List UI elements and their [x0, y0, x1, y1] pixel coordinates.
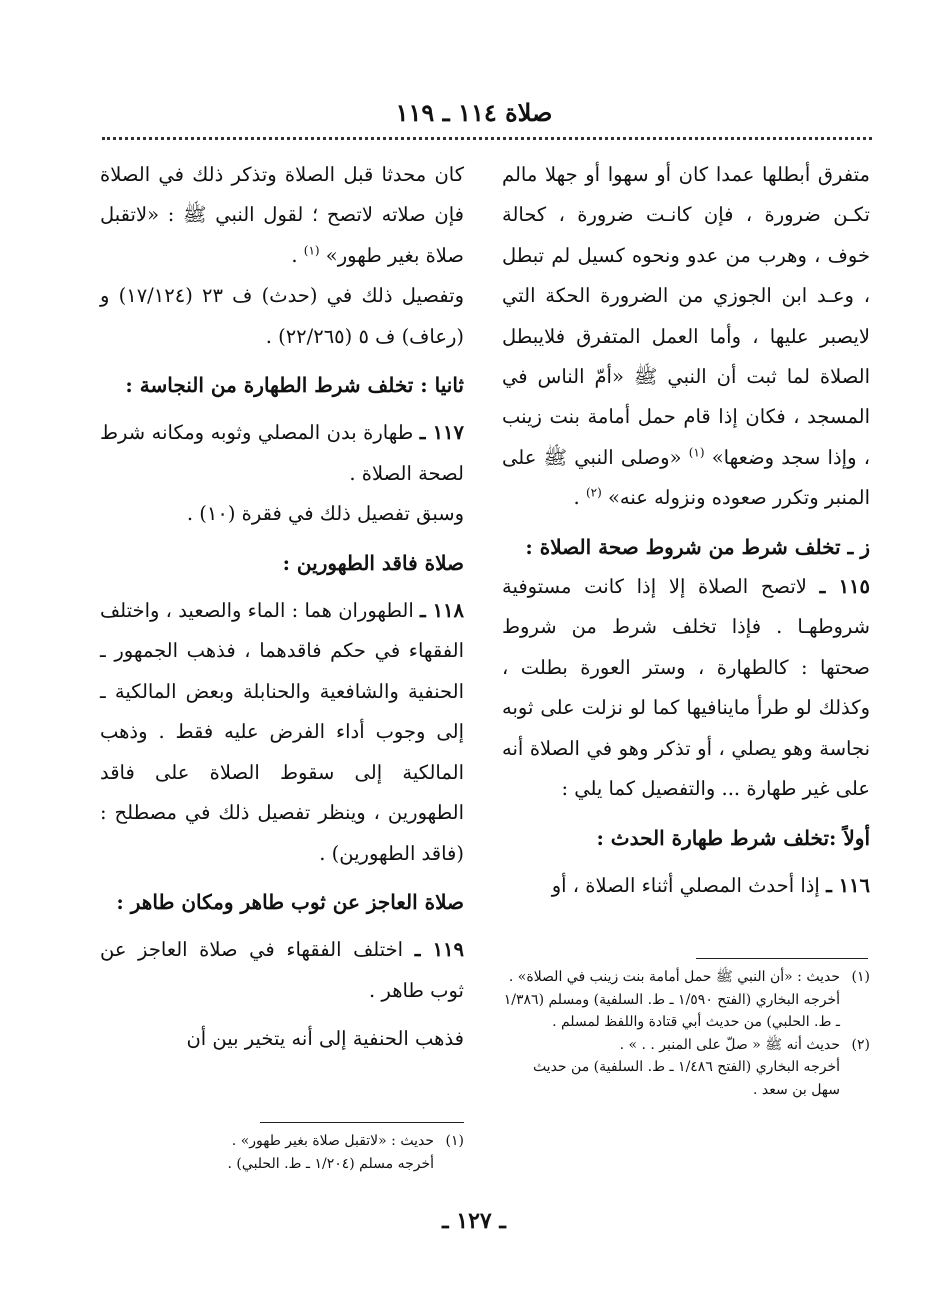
- subsection-heading-faqid: صلاة فاقد الطهورين :: [282, 550, 464, 575]
- footnote-item: [500, 966, 870, 1034]
- paragraph-119b: فذهب الحنفية إلى أنه يتخير بين أن: [186, 1027, 464, 1051]
- footnote-marker: (٢): [851, 1036, 870, 1053]
- paragraph-118: ١١٨ ـ الطهوران هما : الماء والصعيد ، واختلف الفقهاء في حكم فاقدهما ، فذهب الجمهور ـ الحنفية والشافعية والحنابلة وبعض المالكية ـ إلى وجوب أداء الفرض عليه فقط . وذهب المالكية إلى سقوط الصلاة على فاقد الطهورين ، وينظر تفصيل ذلك في مصطلح : (فاقد الطهورين) .: [100, 599, 464, 865]
- footnote-line: حديث أنه ﷺ « صلّ على المنبر . . » .: [619, 1036, 840, 1053]
- right-column: [502, 155, 870, 906]
- footnote-line: أخرجه مسلم (١/٢٠٤ ـ ط. الحلبي) .: [227, 1155, 434, 1172]
- header-dotted-rule: [102, 137, 872, 140]
- footnotes-left: [150, 1130, 464, 1175]
- paragraph-116-continuation: كان محدثا قبل الصلاة وتذكر ذلك في الصلاة فإن صلاته لاتصح ؛ لقول النبي ﷺ : «لاتقبل صلاة بغير طهور» $^{(١)}$ .: [100, 163, 464, 267]
- subsection-heading-first: أولاً :تخلف شرط طهارة الحدث :: [596, 825, 870, 850]
- running-header: صلاة ١١٤ ـ ١١٩: [395, 98, 553, 127]
- footnote-ref: (٢): [585, 485, 602, 500]
- footnote-line: أخرجه البخاري (الفتح ١/٤٨٦ ـ ط. السلفية) من حديث سهل بن سعد .: [532, 1059, 840, 1098]
- footnote-item: [150, 1130, 464, 1175]
- paragraph-114-continuation: متفرق أبطلها عمدا كان أو سهوا أو جهلا مالم تكـن ضرورة ، فإن كانـت ضرورة ، كحالة خوف ، وهرب من عدو ونحوه كسيل لم تبطل ، وعـد ابن الجوزي من الضرورة الحكة التي لايصبر عليها ، وأما العمل المتفرق فلايبطل الصلاة لما ثبت أن النبي ﷺ «أمّ الناس في المسجد ، فكان إذا قام حمل أمامة بنت زينب ، وإذا سجد وضعها» $^{(١)}$ «وصلى النبي ﷺ على المنبر وتكرر صعوده ونزوله عنه» $^{(٢)}$ .: [502, 163, 870, 510]
- footnote-line: حديث : «لاتقبل صلاة بغير طهور» .: [231, 1133, 434, 1149]
- footnote-separator-right: [696, 958, 868, 959]
- footnote-separator-left: [260, 1122, 464, 1123]
- footnote-item: [500, 1034, 870, 1102]
- paragraph-119: ١١٩ ـ اختلف الفقهاء في صلاة العاجز عن ثوب طاهر .: [100, 938, 464, 1002]
- paragraph-115: ١١٥ ـ لاتصح الصلاة إلا إذا كانت مستوفية شروطهـا . فإذا تخلف شرط من شروط صحتها : كالطهارة ، وستر العورة بطلت ، وكذلك لو طرأ ماينافيها كما لو نزلت على ثوبه نجاسة وهو يصلي ، أو تذكر وهو في الصلاة أنه على غير طهارة ... والتفصيل كما يلي :: [502, 575, 870, 801]
- paragraph-116: ١١٦ ـ إذا أحدث المصلي أثناء الصلاة ، أو: [551, 873, 870, 897]
- paragraph-117b: وسبق تفصيل ذلك في فقرة (١٠) .: [186, 502, 464, 526]
- footnote-line: أخرجه البخاري (الفتح ١/٥٩٠ ـ ط. السلفية) ومسلم (١/٣٨٦ ـ ط. الحلبي) من حديث أبي قتادة واللفظ لمسلم .: [503, 991, 840, 1031]
- paragraph-detail: وتفصيل ذلك في (حدث) ف ٢٣ (١٧/١٢٤) و (رعاف) ف ٥ (٢٢/٢٦٥) .: [100, 284, 464, 348]
- footnote-marker: (١): [445, 1133, 464, 1149]
- footnotes-right: [500, 966, 870, 1102]
- footnote-ref: (١): [688, 445, 705, 460]
- footnote-ref: (١): [303, 243, 320, 258]
- subsection-heading-second: ثانيا : تخلف شرط الطهارة من النجاسة :: [125, 373, 464, 398]
- footnote-marker: (١): [851, 969, 870, 985]
- paragraph-117: ١١٧ ـ طهارة بدن المصلي وثوبه ومكانه شرط لصحة الصلاة .: [100, 421, 464, 485]
- subsection-heading-ajiz: صلاة العاجز عن ثوب طاهر ومكان طاهر :: [116, 889, 464, 914]
- page-number: ـ ١٢٧ ـ: [442, 1208, 506, 1234]
- left-column: [100, 155, 464, 1060]
- footnote-line: حديث : «أن النبي ﷺ حمل أمامة بنت زينب في الصلاة» .: [508, 969, 840, 985]
- section-heading-z: ز ـ تخلف شرط من شروط صحة الصلاة :: [525, 534, 870, 559]
